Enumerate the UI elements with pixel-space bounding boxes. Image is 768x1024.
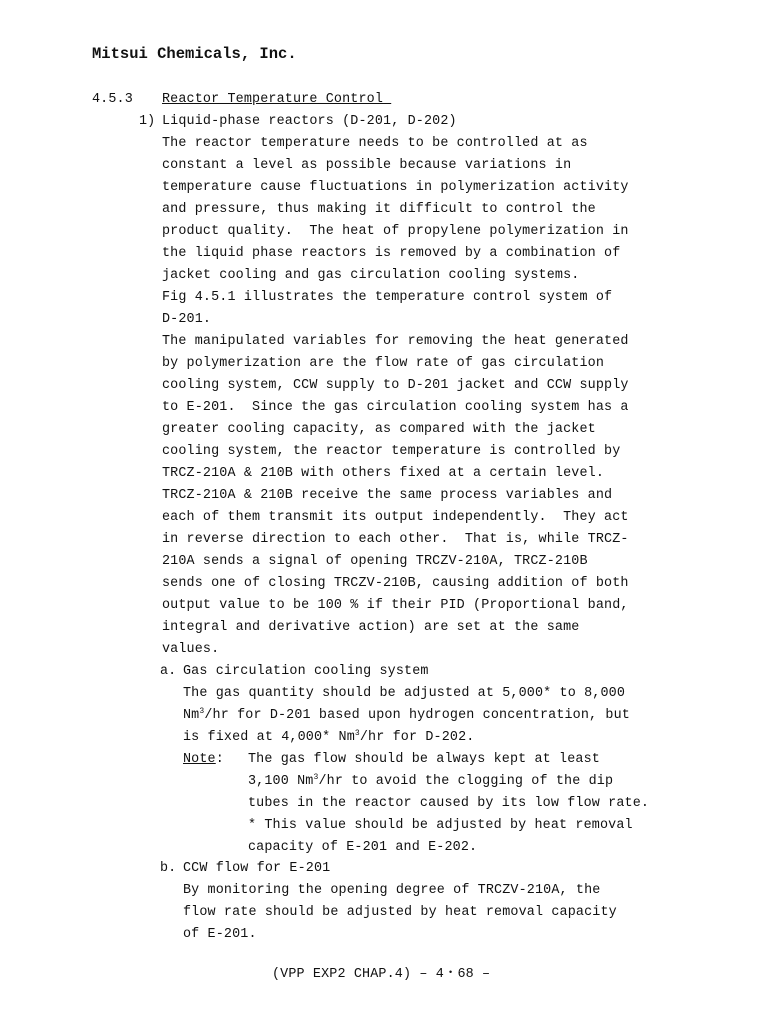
- body-line: Fig 4.5.1 illustrates the temperature control system of: [162, 290, 613, 305]
- item-b-marker: b.: [160, 861, 177, 876]
- section-number: 4.5.3: [92, 92, 133, 107]
- body-line: TRCZ-210A & 210B with others fixed at a certain level.: [162, 466, 605, 481]
- body-line: each of them transmit its output independently. They act: [162, 510, 629, 525]
- company-header: Mitsui Chemicals, Inc.: [92, 45, 297, 63]
- body-line: in reverse direction to each other. That is, while TRCZ-: [162, 532, 629, 547]
- item-b-line: By monitoring the opening degree of TRCZV-210A, the: [183, 883, 601, 898]
- body-line: cooling system, CCW supply to D-201 jacket and CCW supply: [162, 378, 629, 393]
- subsection-marker: 1): [139, 114, 156, 129]
- body-line: TRCZ-210A & 210B receive the same process variables and: [162, 488, 613, 503]
- body-line: constant a level as possible because variations in: [162, 158, 572, 173]
- subsection-title: Liquid-phase reactors (D-201, D-202): [162, 114, 457, 129]
- body-line: sends one of closing TRCZV-210B, causing addition of both: [162, 576, 629, 591]
- body-line: and pressure, thus making it difficult to control the: [162, 202, 596, 217]
- item-a-line: is fixed at 4,000* Nm$^3$/hr for D-202.: [183, 729, 475, 745]
- section-title: Reactor Temperature Control: [162, 92, 384, 107]
- item-a-line: The gas quantity should be adjusted at 5,000* to 8,000: [183, 686, 626, 701]
- item-b-line: flow rate should be adjusted by heat removal capacity: [183, 905, 617, 920]
- body-line: product quality. The heat of propylene polymerization in: [162, 224, 629, 239]
- item-a-title: Gas circulation cooling system: [183, 664, 429, 679]
- body-line: values.: [162, 642, 220, 657]
- body-line: D-201.: [162, 312, 212, 327]
- note-line: 3,100 Nm$^3$/hr to avoid the clogging of the dip: [248, 773, 614, 789]
- body-line: output value to be 100 % if their PID (Proportional band,: [162, 598, 629, 613]
- item-b-title: CCW flow for E-201: [183, 861, 331, 876]
- body-line: jacket cooling and gas circulation cooling systems.: [162, 268, 580, 283]
- item-b-line: of E-201.: [183, 927, 257, 942]
- body-line: The reactor temperature needs to be controlled at as: [162, 136, 588, 151]
- note-label: Note:: [183, 752, 224, 767]
- body-line: to E-201. Since the gas circulation cooling system has a: [162, 400, 629, 415]
- note-line: capacity of E-201 and E-202.: [248, 840, 478, 855]
- body-line: The manipulated variables for removing the heat generated: [162, 334, 629, 349]
- body-line: temperature cause fluctuations in polymerization activity: [162, 180, 629, 195]
- body-line: greater cooling capacity, as compared with the jacket: [162, 422, 596, 437]
- note-line: tubes in the reactor caused by its low flow rate.: [248, 796, 650, 811]
- body-line: 210A sends a signal of opening TRCZV-210A, TRCZ-210B: [162, 554, 588, 569]
- item-a-line: Nm$^3$/hr for D-201 based upon hydrogen concentration, but: [183, 707, 630, 723]
- body-line: integral and derivative action) are set at the same: [162, 620, 580, 635]
- body-line: by polymerization are the flow rate of gas circulation: [162, 356, 605, 371]
- body-line: the liquid phase reactors is removed by a combination of: [162, 246, 621, 261]
- item-a-marker: a.: [160, 664, 177, 679]
- note-line: The gas flow should be always kept at least: [248, 752, 600, 767]
- page-footer: (VPP EXP2 CHAP.4) – 4・68 –: [272, 967, 491, 982]
- note-line: * This value should be adjusted by heat removal: [248, 818, 633, 833]
- body-line: cooling system, the reactor temperature is controlled by: [162, 444, 621, 459]
